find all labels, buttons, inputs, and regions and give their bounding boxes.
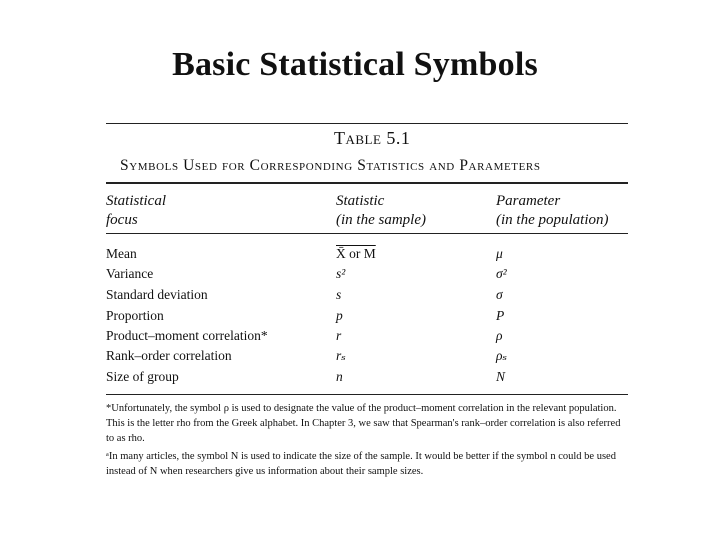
header-line: (in the sample) [336, 212, 426, 228]
cell-parameter: ρₛ [496, 348, 508, 363]
header-parameter [496, 192, 609, 230]
cell-statistic: X̄ or M [336, 246, 376, 261]
header-line: focus [106, 212, 138, 228]
top-rule [106, 123, 628, 124]
cell-statistic: r [336, 328, 342, 343]
cell-parameter: σ² [496, 266, 507, 281]
table-row [106, 266, 626, 286]
table-row [106, 246, 626, 266]
header-rule [106, 233, 628, 234]
table-label: Table 5.1 [334, 128, 411, 148]
caption-rule [106, 182, 628, 184]
header-line: Statistical [106, 193, 166, 209]
table-row [106, 348, 626, 368]
table-row [106, 287, 626, 307]
cell-statistic: s [336, 287, 342, 302]
cell-focus: Mean [106, 246, 137, 261]
footnote-sample-size: ᵃIn many articles, the symbol N is used to indicate the size of the sample. It would be better if the symbol n could be used instead of N when researchers give us information about their sample sizes. [106, 451, 616, 477]
cell-parameter: ρ [496, 328, 503, 343]
cell-focus: Product–moment correlation* [106, 328, 268, 343]
cell-statistic: rₛ [336, 348, 346, 363]
header-statistical-focus [106, 192, 166, 230]
cell-focus: Proportion [106, 308, 164, 323]
cell-focus: Size of group [106, 369, 179, 384]
table-row [106, 369, 626, 389]
cell-statistic: p [336, 308, 343, 323]
header-line: (in the population) [496, 212, 609, 228]
body-rule [106, 394, 628, 395]
cell-focus: Variance [106, 266, 154, 281]
footnote-rho: *Unfortunately, the symbol ρ is used to designate the value of the product–moment correlation in the relevant population. This is the letter rho from the Greek alphabet. In Chapter 3, we saw that Spearman's rank–order correlation is also referred to as rho. [106, 403, 621, 444]
cell-focus: Standard deviation [106, 287, 208, 302]
cell-parameter: σ [496, 287, 503, 302]
cell-parameter: N [496, 369, 506, 384]
cell-statistic: n [336, 369, 343, 384]
table-caption: Symbols Used for Corresponding Statistics and Parameters [120, 157, 541, 174]
table-row [106, 308, 626, 328]
cell-statistic: s² [336, 266, 346, 281]
header-line: Parameter [496, 193, 561, 209]
cell-parameter: P [496, 308, 505, 323]
header-line: Statistic [336, 193, 385, 209]
table-row [106, 328, 626, 348]
slide-title: Basic Statistical Symbols [172, 46, 538, 83]
header-statistic [336, 192, 426, 230]
cell-parameter: μ [496, 246, 503, 261]
cell-focus: Rank–order correlation [106, 348, 232, 363]
